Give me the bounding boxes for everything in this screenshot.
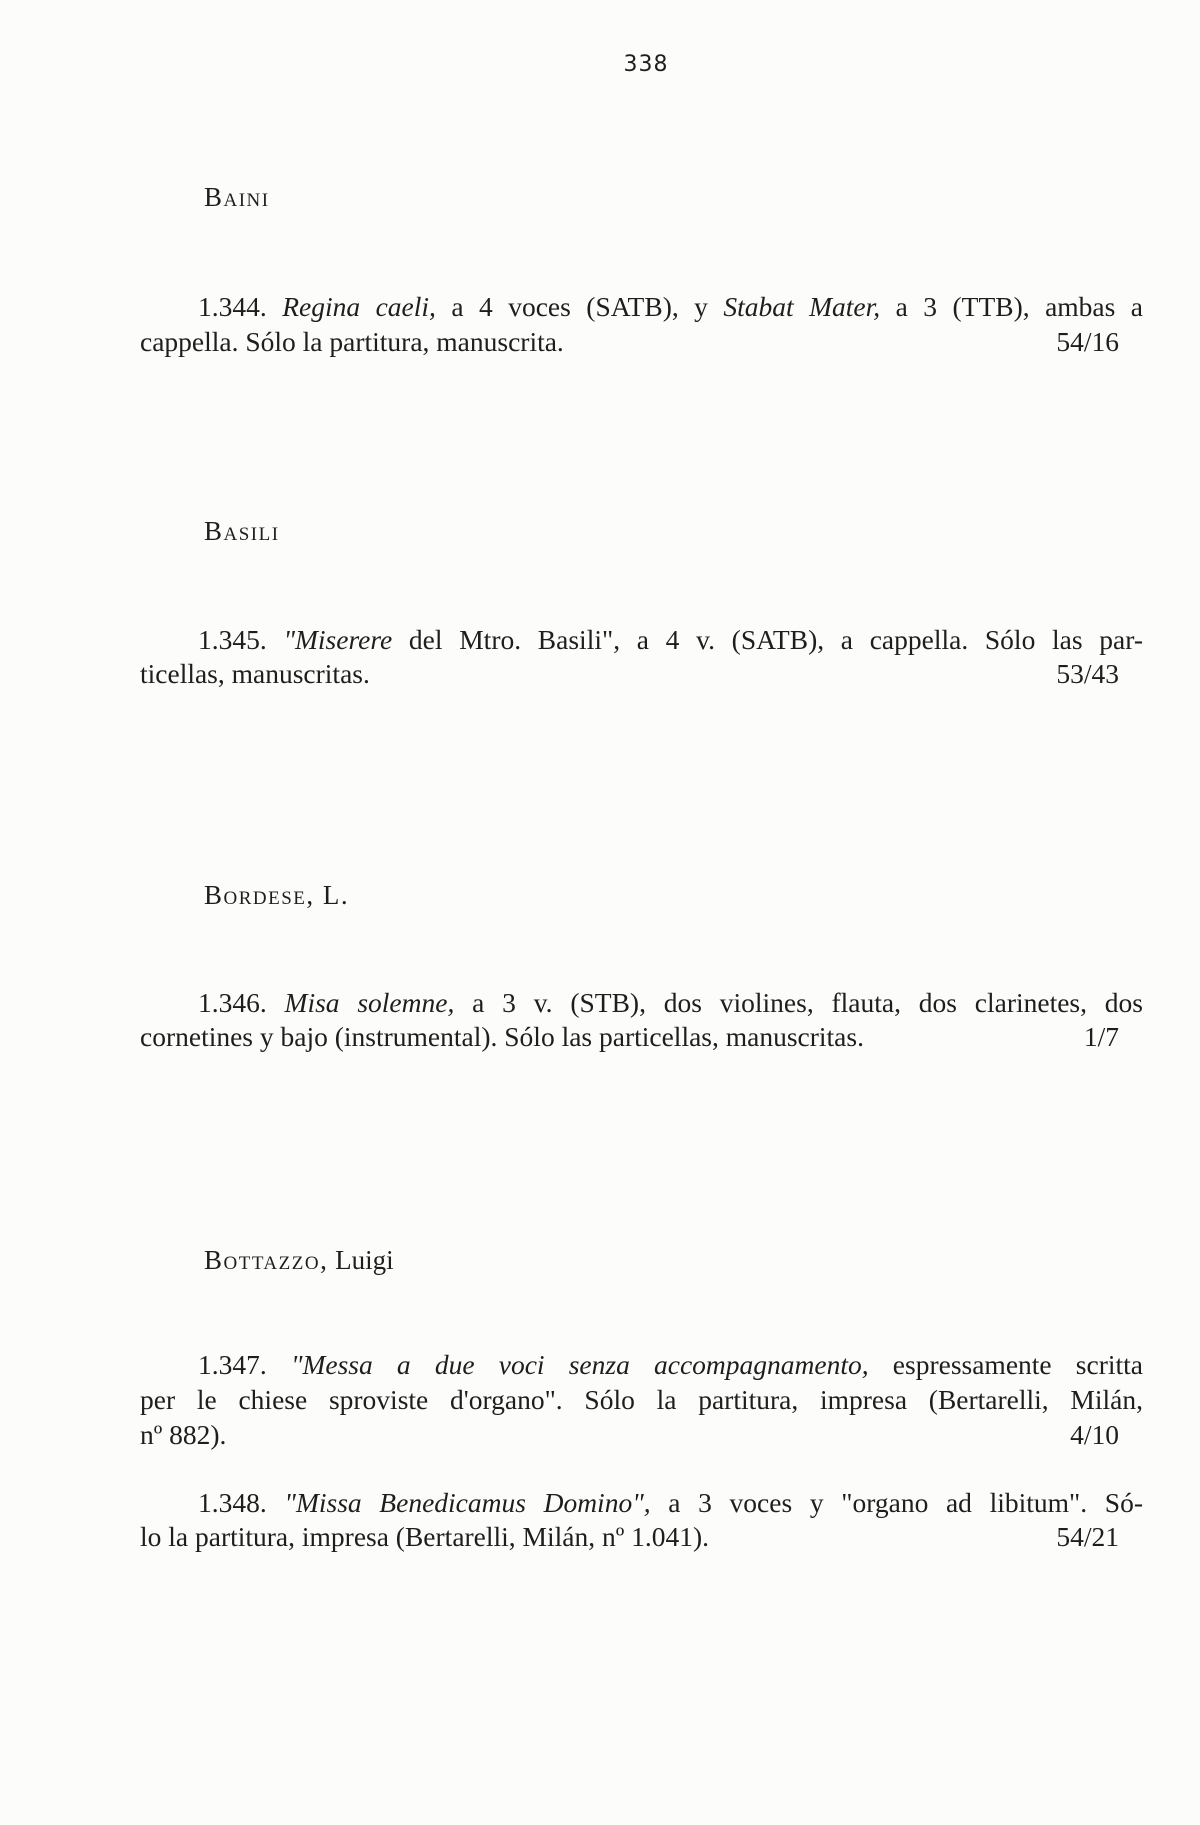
work-title: Misa solemne,: [284, 987, 455, 1018]
catalog-entry-line: [140, 657, 1143, 691]
composer-heading: [204, 880, 349, 911]
entry-text: a 3 voces y "organo ad libitum". Só-: [650, 1487, 1143, 1518]
entry-text: 1.346.: [198, 987, 285, 1018]
composer-name: Bottazzo,: [204, 1245, 329, 1275]
entry-text-group: [140, 657, 370, 691]
catalog-entry-line: [140, 1418, 1143, 1452]
entry-text: nº 882).: [140, 1419, 227, 1450]
entry-text: 1.345.: [198, 624, 284, 655]
shelf-reference: 1/7: [1083, 1021, 1119, 1052]
entry-text-group: [140, 325, 564, 359]
page-number: 338: [623, 52, 669, 77]
catalog-entry-line: [140, 1383, 1143, 1417]
catalog-entry-line: [140, 1520, 1143, 1554]
shelf-reference: 54/21: [1056, 1521, 1119, 1552]
composer-name: Baini: [204, 182, 270, 212]
composer-given-name: Luigi: [328, 1245, 394, 1275]
entry-text: ticellas, manuscritas.: [140, 658, 370, 689]
catalog-entry-line: [140, 1020, 1143, 1054]
entry-text: 1.344.: [198, 291, 283, 322]
shelf-reference: 54/16: [1056, 326, 1119, 357]
catalog-entry-line: [198, 986, 1143, 1020]
entry-text-group: [140, 1418, 226, 1452]
composer-name: Bordese, L.: [204, 880, 350, 910]
entry-text: 1.348.: [198, 1487, 285, 1518]
entry-text: cornetines y bajo (instrumental). Sólo las particellas, manuscritas.: [140, 1021, 864, 1052]
entry-text: lo la partitura, impresa (Bertarelli, Milán, nº 1.041).: [140, 1521, 710, 1552]
entry-text: a 3 (TTB), ambas a: [880, 291, 1143, 322]
entry-text: a 4 voces (SATB), y: [435, 291, 724, 322]
entry-text: del Mtro. Basili", a 4 v. (SATB), a cappella. Sólo las par-: [392, 624, 1143, 655]
shelf-reference: 53/43: [1056, 658, 1119, 689]
entry-text: a 3 v. (STB), dos violines, flauta, dos clarinetes, dos: [454, 987, 1143, 1018]
work-title: Stabat Mater,: [723, 291, 881, 322]
entry-text: per le chiese sproviste d'organo". Sólo la partitura, impresa (Bertarelli, Milán,: [140, 1384, 1143, 1415]
composer-heading: [204, 1245, 394, 1276]
composer-heading: [204, 182, 270, 213]
catalog-entry-line: [198, 623, 1143, 657]
shelf-reference: 4/10: [1070, 1419, 1119, 1450]
entry-text: espressamente scritta: [868, 1349, 1143, 1380]
entry-text-group: [140, 1520, 709, 1554]
work-title: Regina caeli,: [282, 291, 436, 322]
entry-text: 1.347.: [198, 1349, 291, 1380]
composer-name: Basili: [204, 516, 280, 546]
catalog-entry-line: [198, 1486, 1143, 1520]
work-title: "Miserere: [283, 624, 393, 655]
work-title: "Missa Benedicamus Domino",: [284, 1487, 651, 1518]
catalog-entry-line: [198, 1348, 1143, 1382]
composer-heading: [204, 516, 280, 547]
work-title: "Messa a due voci senza accompagnamento,: [290, 1349, 869, 1380]
catalog-entry-line: [140, 325, 1143, 359]
entry-text: cappella. Sólo la partitura, manuscrita.: [140, 326, 564, 357]
entry-text-group: [140, 1020, 864, 1054]
catalog-entry-line: [198, 290, 1143, 324]
